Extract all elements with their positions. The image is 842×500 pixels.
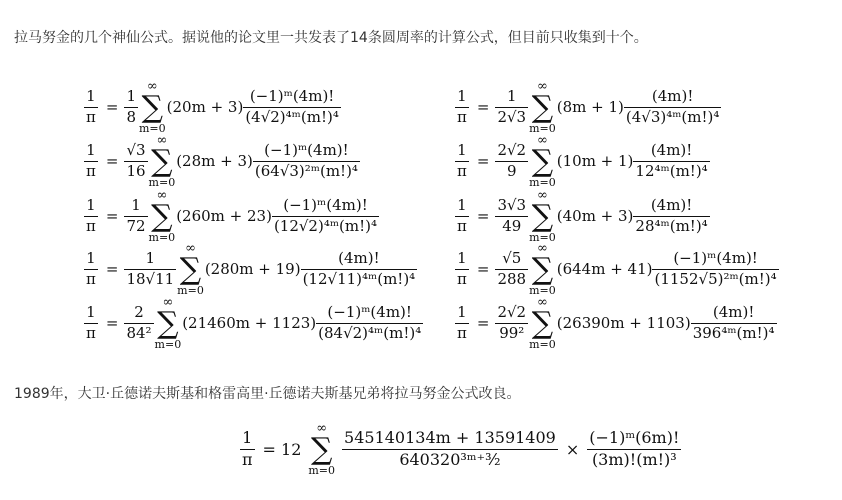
lhs-fraction: $\frac{1}{\pi}$ <box>457 249 467 288</box>
series-fraction: $\frac{\text{(−1)ᵐ(4m)!}}{\text{(12√2)⁴ᵐ(m!)⁴}}$ <box>273 196 378 235</box>
formula-left-5: $\frac{1}{\pi}$ = $\frac{2}{\text{84²}}$ ∞ ∑ m=0 (21460m + 1123) $\frac{\text{(−1)ᵐ(4m)!}}{\text{(84√2)⁴ᵐ(m!)⁴}}$ <box>86 295 422 351</box>
formula-right-2: $\frac{1}{\pi}$ = $\frac{2√2}{9}$ ∞ ∑ m=0 (10m + 1) $\frac{(4m)!}{\text{12⁴ᵐ(m!)⁴}}$ <box>457 133 708 189</box>
formula-left-4: $\frac{1}{\pi}$ = $\frac{1}{18√11}$ ∞ ∑ m=0 (280m + 19) $\frac{(4m)!}{\text{(12√11)⁴ᵐ(m!)⁴}}$ <box>86 241 416 297</box>
summation-sign: ∞ ∑ m=0 <box>148 188 176 244</box>
linear-term: (28m + 3) <box>176 152 253 170</box>
linear-term: (8m + 1) <box>556 98 624 116</box>
formula-left-2: $\frac{1}{\pi}$ = $\frac{√3}{16}$ ∞ ∑ m=0 (28m + 3) $\frac{\text{(−1)ᵐ(4m)!}}{\text{(64√3)²ᵐ(m!)⁴}}$ <box>86 133 358 189</box>
summation-sign: ∞ ∑ m=0 <box>529 295 556 351</box>
summation-sign: ∞ ∑ m=0 <box>154 295 182 351</box>
summation-sign: ∞ ∑ m=0 <box>529 188 556 244</box>
coefficient-fraction: $\frac{2√2}{\text{99²}}$ <box>497 303 527 342</box>
lhs-fraction: $\frac{1}{\pi}$ <box>86 303 96 342</box>
coefficient-fraction: $\frac{√5}{288}$ <box>497 249 527 288</box>
coefficient-fraction: $\frac{1}{2√3}$ <box>497 87 527 126</box>
summation-sign: ∞ ∑ m=0 <box>177 241 204 297</box>
summation-sign: ∞ ∑ m=0 <box>529 79 556 135</box>
series-fraction: $\frac{\text{(−1)ᵐ(4m)!}}{\text{(64√3)²ᵐ(m!)⁴}}$ <box>254 141 358 180</box>
coefficient-fraction: $\frac{1}{8}$ <box>126 87 136 126</box>
formula-left-3: $\frac{1}{\pi}$ = $\frac{1}{72}$ ∞ ∑ m=0 (260m + 23) $\frac{\text{(−1)ᵐ(4m)!}}{\text{(12√2)⁴ᵐ(m!)⁴}}$ <box>86 188 378 244</box>
linear-term: (40m + 3) <box>556 207 634 225</box>
intro-paragraph: 拉马努金的几个神仙公式。据说他的论文里一共发表了14条圆周率的计算公式，但目前只收集到十个。 <box>14 30 648 46</box>
formula-right-4: $\frac{1}{\pi}$ = $\frac{√5}{288}$ ∞ ∑ m=0 (644m + 41) $\frac{\text{(−1)ᵐ(4m)!}}{\text{(1152√5)²ᵐ(m!)⁴}}$ <box>457 241 777 297</box>
series-fraction-1: $\frac{545140134m + 13591409}{\text{640320³ᵐ⁺³⁄₂}}$ <box>344 428 556 469</box>
series-fraction: $\frac{(4m)!}{\text{28⁴ᵐ(m!)⁴}}$ <box>635 196 708 235</box>
chudnovsky-paragraph: 1989年，大卫·丘德诺夫斯基和格雷高里·丘德诺夫斯基兄弟将拉马努金公式改良。 <box>14 386 521 402</box>
summation-sign: ∞ ∑ m=0 <box>138 79 166 135</box>
coefficient-fraction: $\frac{√3}{16}$ <box>126 141 146 180</box>
summation-sign: ∞ ∑ m=0 <box>308 421 336 477</box>
coefficient-fraction: $\frac{2√2}{9}$ <box>497 141 527 180</box>
lhs-fraction: $\frac{1}{\pi}$ <box>457 87 467 126</box>
lhs-fraction: $\frac{1}{\pi}$ <box>457 141 467 180</box>
linear-term: (21460m + 1123) <box>182 314 317 332</box>
lhs-fraction: $\frac{1}{\pi}$ <box>86 141 96 180</box>
formula-right-5: $\frac{1}{\pi}$ = $\frac{2√2}{\text{99²}}$ ∞ ∑ m=0 (26390m + 1103) $\frac{(4m)!}{\text{396⁴ᵐ(m!)⁴}}$ <box>457 295 775 351</box>
series-fraction: $\frac{\text{(−1)ᵐ(4m)!}}{\text{(4√2)⁴ᵐ(m!)⁴}}$ <box>245 87 339 126</box>
series-fraction: $\frac{(4m)!}{\text{396⁴ᵐ(m!)⁴}}$ <box>692 303 775 342</box>
linear-term: (260m + 23) <box>176 207 272 225</box>
formula-left-1: $\frac{1}{\pi}$ = $\frac{1}{8}$ ∞ ∑ m=0 (20m + 3) $\frac{\text{(−1)ᵐ(4m)!}}{\text{(4√2)⁴ᵐ(m!)⁴}}$ <box>86 79 339 135</box>
linear-term: (644m + 41) <box>556 260 653 278</box>
lhs-fraction: $\frac{1}{\pi}$ <box>457 303 467 342</box>
coefficient-fraction: $\frac{2}{\text{84²}}$ <box>126 303 152 342</box>
linear-term: (10m + 1) <box>556 152 634 170</box>
times-sign: × <box>565 439 580 459</box>
series-fraction: $\frac{\text{(−1)ᵐ(4m)!}}{\text{(84√2)⁴ᵐ(m!)⁴}}$ <box>318 303 422 342</box>
summation-sign: ∞ ∑ m=0 <box>148 133 176 189</box>
series-fraction: $\frac{(4m)!}{\text{(12√11)⁴ᵐ(m!)⁴}}$ <box>302 249 416 288</box>
lhs-fraction: $\frac{1}{\pi}$ <box>86 196 96 235</box>
linear-term: (26390m + 1103) <box>556 314 691 332</box>
lhs-fraction: $\frac{1}{\pi}$ <box>86 249 96 288</box>
coefficient-fraction: $\frac{1}{72}$ <box>126 196 146 235</box>
summation-sign: ∞ ∑ m=0 <box>529 241 556 297</box>
formula-right-3: $\frac{1}{\pi}$ = $\frac{3√3}{49}$ ∞ ∑ m=0 (40m + 3) $\frac{(4m)!}{\text{28⁴ᵐ(m!)⁴}}$ <box>457 188 708 244</box>
coefficient-fraction: $\frac{3√3}{49}$ <box>497 196 527 235</box>
series-fraction: $\frac{(4m)!}{\text{(4√3)⁴ᵐ(m!)⁴}}$ <box>625 87 720 126</box>
series-fraction: $\frac{\text{(−1)ᵐ(4m)!}}{\text{(1152√5)²ᵐ(m!)⁴}}$ <box>654 249 777 288</box>
series-fraction: $\frac{(4m)!}{\text{12⁴ᵐ(m!)⁴}}$ <box>635 141 708 180</box>
series-fraction-2: $\frac{\text{(−1)ᵐ(6m)!}}{\text{(3m)!(m!)³}}$ <box>589 428 680 469</box>
linear-term: (280m + 19) <box>204 260 301 278</box>
coefficient-fraction: $\frac{1}{18√11}$ <box>126 249 175 288</box>
linear-term: (20m + 3) <box>166 98 244 116</box>
lhs-fraction: $\frac{1}{\pi}$ <box>457 196 467 235</box>
summation-sign: ∞ ∑ m=0 <box>529 133 556 189</box>
formula-chudnovsky: $\frac{1}{\pi}$ = 12 ∞ ∑ m=0 $\frac{545140134m + 13591409}{\text{640320³ᵐ⁺³⁄₂}}$ × $\frac{\text{(−1)ᵐ(6m)!}}{\text{(3m)!(m!)³}}$ <box>242 421 680 477</box>
formula-right-1: $\frac{1}{\pi}$ = $\frac{1}{2√3}$ ∞ ∑ m=0 (8m + 1) $\frac{(4m)!}{\text{(4√3)⁴ᵐ(m!)⁴}}$ <box>457 79 720 135</box>
lhs-fraction: $\frac{1}{\pi}$ <box>86 87 96 126</box>
lhs-fraction: $\frac{1}{\pi}$ <box>242 428 253 469</box>
